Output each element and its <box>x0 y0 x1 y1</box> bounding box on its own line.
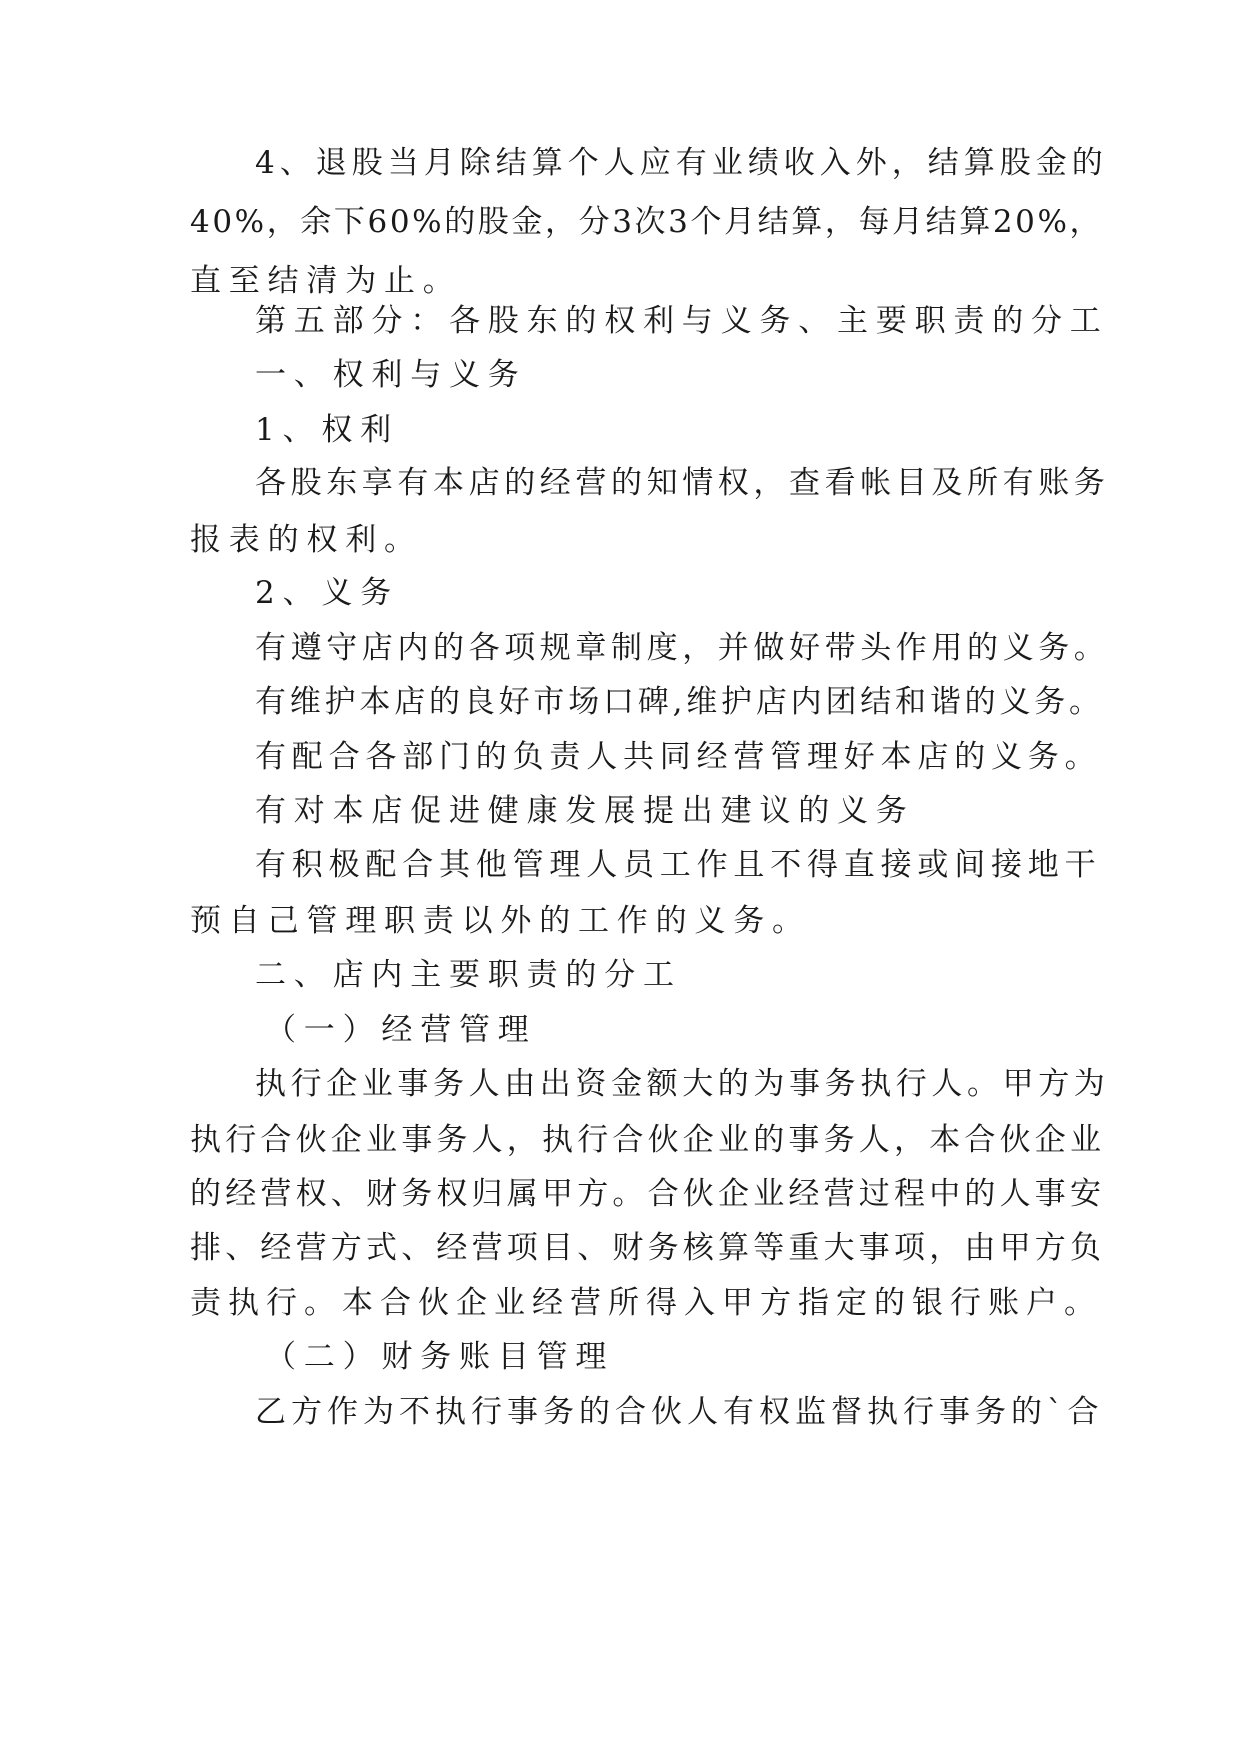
item-heading: 2、义务 <box>255 575 399 611</box>
paragraph-line: 各股东享有本店的经营的知情权，查看帐目及所有账务 <box>255 465 1110 501</box>
paragraph-line: 有积极配合其他管理人员工作且不得直接或间接地干 <box>255 847 1102 883</box>
paragraph-line: 有配合各部门的负责人共同经营管理好本店的义务。 <box>255 739 1102 775</box>
paragraph-line: 排、经营方式、经营项目、财务核算等重大事项，由甲方负 <box>190 1230 1106 1266</box>
paragraph-line: 40%，余下60%的股金，分3次3个月结算，每月结算20%， <box>190 204 1104 240</box>
paragraph-line: 4、退股当月除结算个人应有业绩收入外，结算股金的 <box>255 145 1108 181</box>
paragraph-line: 的经营权、财务权归属甲方。合伙企业经营过程中的人事安 <box>190 1176 1106 1212</box>
section-heading: 第五部分：各股东的权利与义务、主要职责的分工 <box>255 303 1109 339</box>
item-heading: （一）经营管理 <box>265 1012 537 1048</box>
paragraph-line: 乙方作为不执行事务的合伙人有权监督执行事务的`合 <box>255 1394 1104 1430</box>
paragraph-line: 有对本店促进健康发展提出建议的义务 <box>255 793 915 829</box>
item-heading: （二）财务账目管理 <box>265 1339 615 1375</box>
paragraph-line: 执行企业事务人由出资金额大的为事务执行人。甲方为 <box>255 1066 1110 1102</box>
subsection-heading: 二、店内主要职责的分工 <box>255 957 682 993</box>
paragraph-line: 有遵守店内的各项规章制度，并做好带头作用的义务。 <box>255 630 1110 666</box>
paragraph-line: 责执行。本合伙企业经营所得入甲方指定的银行账户。 <box>190 1285 1102 1321</box>
paragraph-line: 直至结清为止。 <box>190 263 462 299</box>
subsection-heading: 一、权利与义务 <box>255 357 527 393</box>
paragraph-line: 有维护本店的良好市场口碑,维护店内团结和谐的义务。 <box>255 684 1104 720</box>
paragraph-line: 报表的权利。 <box>190 522 423 558</box>
paragraph-line: 执行合伙企业事务人，执行合伙企业的事务人，本合伙企业 <box>190 1122 1106 1158</box>
item-heading: 1、权利 <box>255 412 399 448</box>
paragraph-line: 预自己管理职责以外的工作的义务。 <box>190 903 811 939</box>
